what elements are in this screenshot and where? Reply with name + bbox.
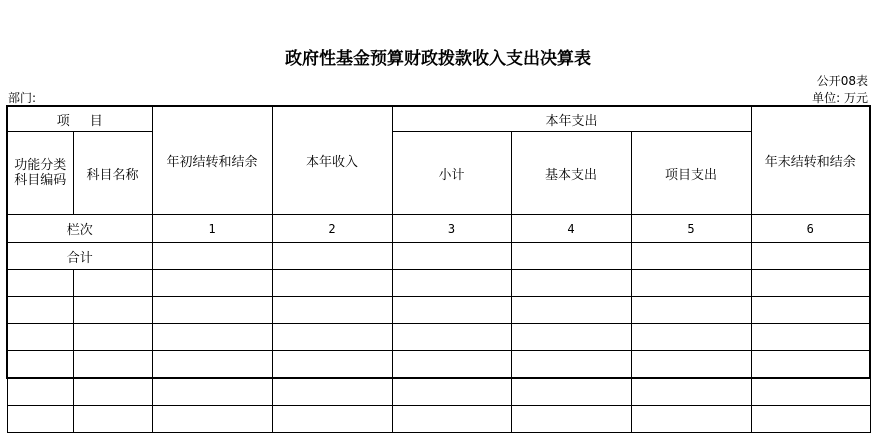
- table-cell: [152, 406, 272, 433]
- header-item: 项目: [7, 106, 152, 132]
- table-cell: [7, 270, 73, 297]
- table-cell: [511, 297, 631, 324]
- table-cell: [751, 324, 870, 351]
- header-expense-group: 本年支出: [392, 106, 751, 132]
- table-cell: [152, 243, 272, 270]
- form-number: 公开08表: [816, 74, 868, 88]
- table-row: [7, 297, 870, 324]
- table-cell: [511, 406, 631, 433]
- table-cell: [152, 270, 272, 297]
- table-cell: [631, 243, 751, 270]
- table-row: [7, 270, 870, 297]
- unit-label: 单位: 万元: [812, 91, 868, 105]
- table-cell: [73, 324, 152, 351]
- table-cell: [272, 243, 392, 270]
- table-cell: [7, 324, 73, 351]
- table-cell: [392, 406, 511, 433]
- table-cell: [152, 324, 272, 351]
- table-cell: [392, 243, 511, 270]
- column-number: 1: [152, 215, 272, 243]
- table-cell: [152, 297, 272, 324]
- table-cell: [272, 351, 392, 379]
- header-income: 本年收入: [272, 106, 392, 215]
- table-cell: [751, 270, 870, 297]
- table-cell: [272, 378, 392, 406]
- table-cell: [751, 406, 870, 433]
- table-cell: [7, 406, 73, 433]
- table-cell: [751, 351, 870, 379]
- table-cell: [751, 378, 870, 406]
- table-row: [7, 378, 870, 406]
- table-cell: [152, 378, 272, 406]
- table-cell: [152, 351, 272, 379]
- budget-table: [6, 105, 871, 433]
- table-cell: [7, 351, 73, 379]
- table-cell: [631, 351, 751, 379]
- column-number: 3: [392, 215, 511, 243]
- table-cell: [631, 378, 751, 406]
- column-number: 5: [631, 215, 751, 243]
- table-cell: [7, 297, 73, 324]
- header-begin-balance: 年初结转和结余: [152, 106, 272, 215]
- table-cell: [272, 297, 392, 324]
- header-end-balance: 年末结转和结余: [751, 106, 870, 215]
- report-title: 政府性基金预算财政拨款收入支出决算表: [285, 49, 591, 69]
- table-cell: [272, 270, 392, 297]
- table-cell: [73, 378, 152, 406]
- column-number: 2: [272, 215, 392, 243]
- header-function-code: 功能分类科目编码: [7, 132, 73, 215]
- table-cell: [751, 243, 870, 270]
- table-cell: [392, 378, 511, 406]
- table-cell: [631, 270, 751, 297]
- table-cell: [392, 324, 511, 351]
- table-cell: [751, 297, 870, 324]
- table-cell: [511, 324, 631, 351]
- table-cell: [392, 297, 511, 324]
- table-cell: [511, 351, 631, 379]
- table-row: [7, 324, 870, 351]
- table-cell: [392, 351, 511, 379]
- table-cell: [272, 324, 392, 351]
- table-cell: [511, 243, 631, 270]
- table-cell: [73, 406, 152, 433]
- header-subject-name: 科目名称: [73, 132, 152, 215]
- table-cell: [73, 297, 152, 324]
- header-project-expense: 项目支出: [631, 132, 751, 215]
- header-subtotal: 小计: [392, 132, 511, 215]
- table-cell: [392, 270, 511, 297]
- table-cell: [511, 378, 631, 406]
- column-number: 4: [511, 215, 631, 243]
- table-cell: [631, 297, 751, 324]
- column-number: 6: [751, 215, 870, 243]
- table-cell: [631, 324, 751, 351]
- department-label: 部门:: [8, 91, 37, 105]
- table-cell: [511, 270, 631, 297]
- table-cell: [272, 406, 392, 433]
- table-cell: [631, 406, 751, 433]
- table-cell: [7, 378, 73, 406]
- table-cell: [73, 270, 152, 297]
- table-row: [7, 351, 870, 379]
- total-label: 合计: [7, 243, 152, 270]
- table-row: [7, 406, 870, 433]
- column-index-label: 栏次: [7, 215, 152, 243]
- table-cell: [73, 351, 152, 379]
- header-basic-expense: 基本支出: [511, 132, 631, 215]
